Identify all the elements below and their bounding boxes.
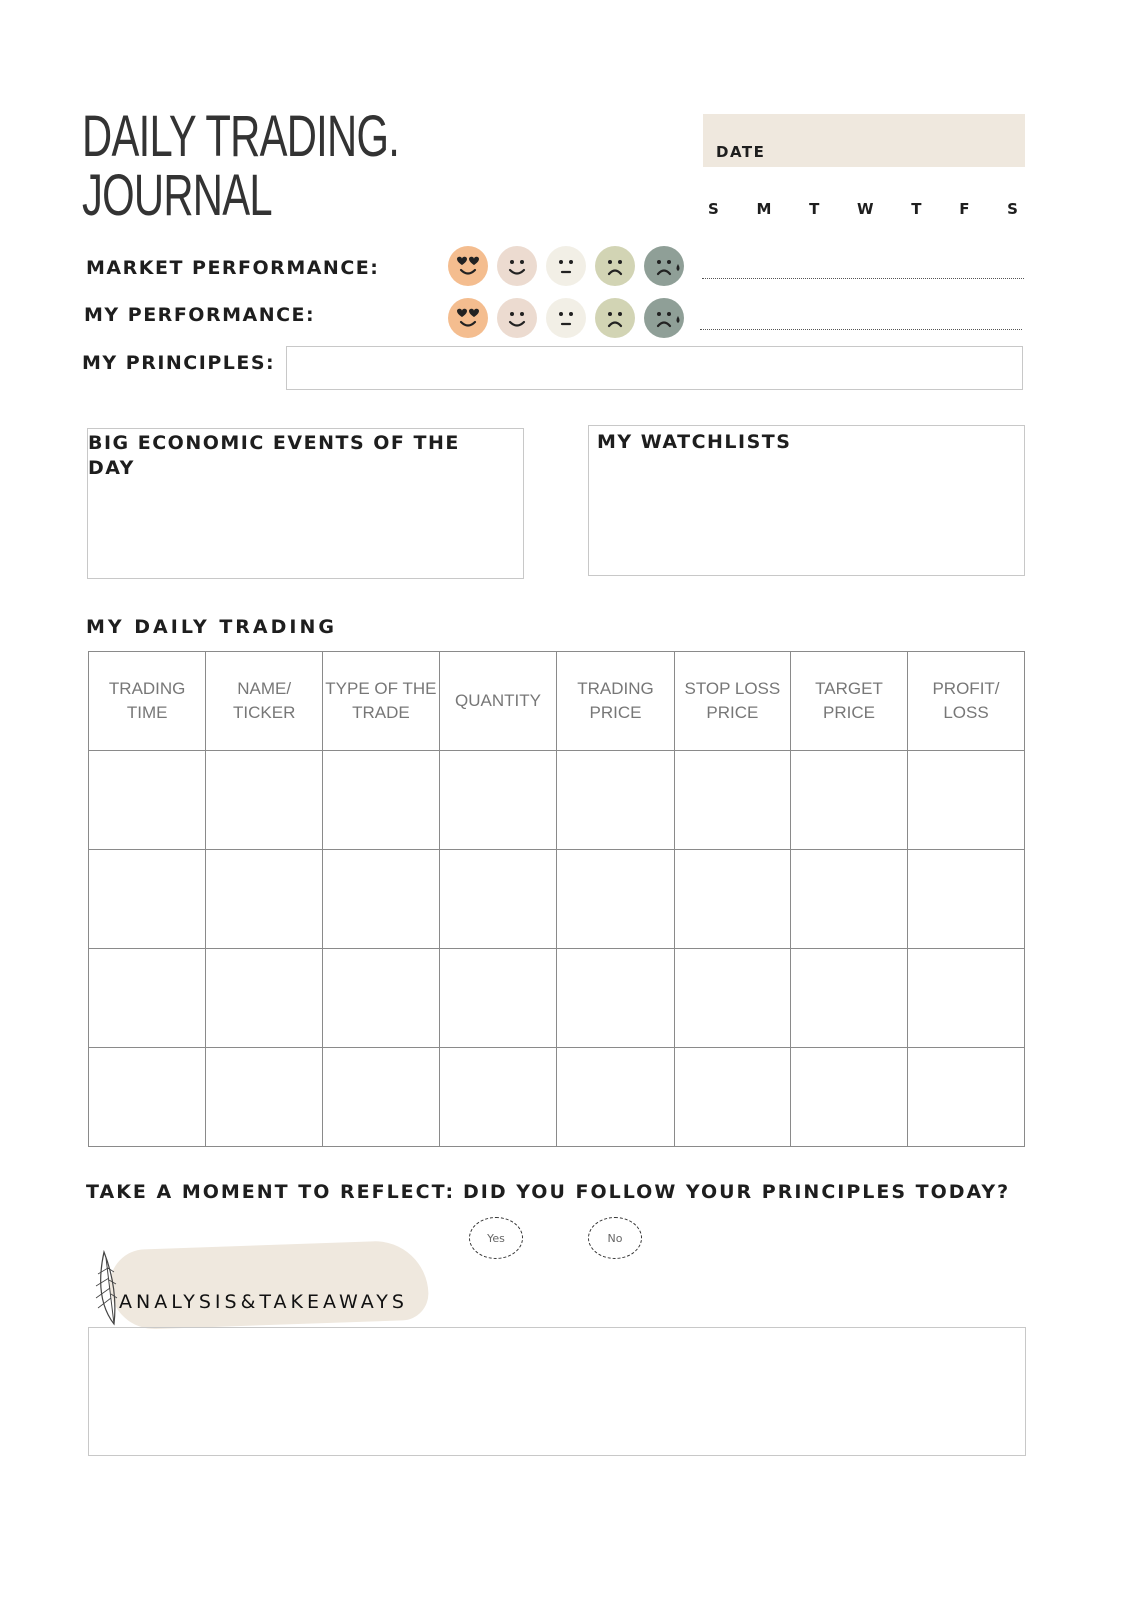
feather-icon	[84, 1248, 124, 1328]
my-performance-notes-line[interactable]	[700, 329, 1022, 330]
table-row	[89, 1048, 1025, 1147]
table-cell[interactable]	[791, 751, 908, 850]
column-header: TRADING PRICE	[557, 652, 674, 751]
neutral-face-icon[interactable]	[546, 298, 586, 338]
weekday-2[interactable]: T	[809, 200, 820, 218]
table-cell[interactable]	[439, 949, 557, 1048]
watchlists-box[interactable]	[588, 425, 1025, 576]
heart-eyes-face-icon[interactable]	[448, 246, 488, 286]
table-cell[interactable]	[557, 751, 674, 850]
trading-table	[88, 651, 1025, 1147]
table-cell[interactable]	[908, 949, 1025, 1048]
table-cell[interactable]	[908, 1048, 1025, 1147]
column-header: TYPE OF THE TRADE	[323, 652, 440, 751]
table-cell[interactable]	[89, 949, 206, 1048]
weekday-1[interactable]: M	[756, 200, 772, 218]
principles-label: MY PRINCIPLES:	[82, 352, 276, 374]
table-cell[interactable]	[439, 751, 557, 850]
table-cell[interactable]	[557, 949, 674, 1048]
economic-events-box[interactable]	[87, 428, 524, 579]
table-cell[interactable]	[557, 1048, 674, 1147]
table-cell[interactable]	[908, 850, 1025, 949]
weekday-4[interactable]: T	[911, 200, 922, 218]
market-performance-label: MARKET PERFORMANCE:	[86, 257, 380, 279]
column-header: PROFIT/ LOSS	[908, 652, 1025, 751]
table-cell[interactable]	[206, 1048, 323, 1147]
column-header: QUANTITY	[439, 652, 557, 751]
table-cell[interactable]	[206, 850, 323, 949]
date-field[interactable]	[703, 114, 1025, 167]
table-cell[interactable]	[439, 850, 557, 949]
principles-field[interactable]	[286, 346, 1023, 390]
sad-tear-face-icon[interactable]	[644, 298, 684, 338]
table-cell[interactable]	[674, 850, 790, 949]
table-cell[interactable]	[89, 850, 206, 949]
column-header: STOP LOSS PRICE	[674, 652, 790, 751]
table-cell[interactable]	[791, 1048, 908, 1147]
column-header: NAME/ TICKER	[206, 652, 323, 751]
frown-face-icon[interactable]	[595, 246, 635, 286]
my-performance-label: MY PERFORMANCE:	[84, 304, 316, 326]
principles-question: DID YOU FOLLOW YOUR PRINCIPLES TODAY?	[463, 1181, 1011, 1203]
table-cell[interactable]	[791, 949, 908, 1048]
weekday-0[interactable]: S	[708, 200, 719, 218]
neutral-face-icon[interactable]	[546, 246, 586, 286]
column-header: TARGET PRICE	[791, 652, 908, 751]
table-cell[interactable]	[323, 1048, 440, 1147]
table-cell[interactable]	[206, 751, 323, 850]
reflect-label: TAKE A MOMENT TO REFLECT:	[86, 1181, 456, 1203]
table-cell[interactable]	[791, 850, 908, 949]
table-cell[interactable]	[674, 751, 790, 850]
table-row	[89, 949, 1025, 1048]
table-cell[interactable]	[323, 949, 440, 1048]
weekday-selector	[708, 200, 1018, 218]
weekday-6[interactable]: S	[1007, 200, 1018, 218]
table-cell[interactable]	[89, 751, 206, 850]
table-cell[interactable]	[908, 751, 1025, 850]
weekday-3[interactable]: W	[857, 200, 874, 218]
smile-face-icon[interactable]	[497, 298, 537, 338]
analysis-field[interactable]	[88, 1327, 1026, 1456]
table-cell[interactable]	[557, 850, 674, 949]
weekday-5[interactable]: F	[959, 200, 970, 218]
date-label: DATE	[716, 143, 766, 161]
smile-face-icon[interactable]	[497, 246, 537, 286]
yes-option[interactable]: Yes	[469, 1217, 523, 1259]
table-cell[interactable]	[323, 850, 440, 949]
frown-face-icon[interactable]	[595, 298, 635, 338]
column-header: TRADING TIME	[89, 652, 206, 751]
heart-eyes-face-icon[interactable]	[448, 298, 488, 338]
title-line-2: JOURNAL	[82, 163, 272, 228]
analysis-label: ANALYSIS&TAKEAWAYS	[119, 1291, 408, 1313]
sad-tear-face-icon[interactable]	[644, 246, 684, 286]
table-cell[interactable]	[89, 1048, 206, 1147]
no-option[interactable]: No	[588, 1217, 642, 1259]
table-cell[interactable]	[206, 949, 323, 1048]
economic-events-label: BIG ECONOMIC EVENTS OF THE DAY	[88, 432, 460, 479]
market-performance-notes-line[interactable]	[702, 278, 1024, 279]
table-cell[interactable]	[674, 949, 790, 1048]
daily-trading-heading: MY DAILY TRADING	[86, 616, 337, 638]
table-cell[interactable]	[674, 1048, 790, 1147]
watchlists-label: MY WATCHLISTS	[597, 431, 792, 453]
table-row	[89, 751, 1025, 850]
title-line-1: DAILY TRADING.	[82, 104, 400, 169]
brush-stroke-decoration	[109, 1239, 430, 1330]
table-row	[89, 850, 1025, 949]
table-cell[interactable]	[439, 1048, 557, 1147]
table-cell[interactable]	[323, 751, 440, 850]
table-header-row	[89, 652, 1025, 751]
